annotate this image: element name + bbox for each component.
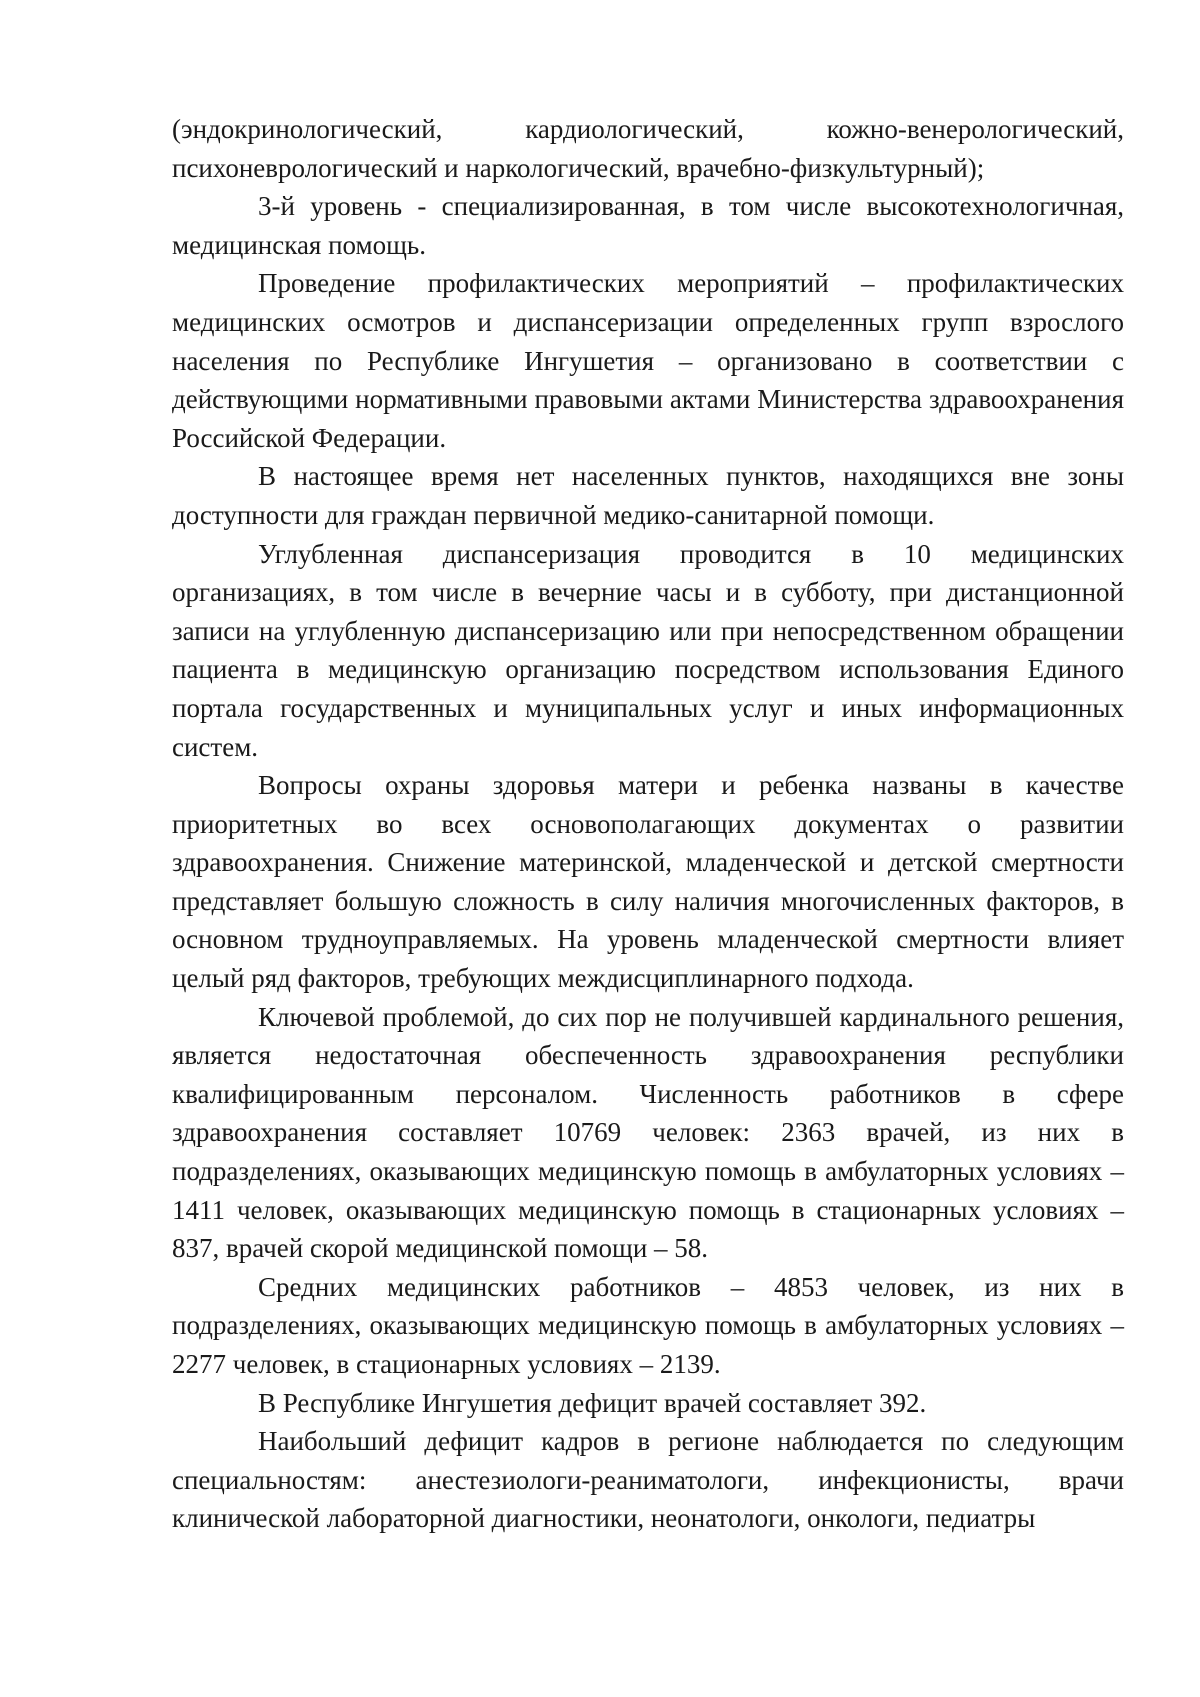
paragraph-prevention: Проведение профилактических мероприятий – профилактических медицинских осмотров и диспансеризации определенных групп взрослого населения по Республике Ингушетия – организовано в соответствии с действующими нормативными правовыми актами Министерства здравоохранения Российской Федерации. [172, 268, 1124, 453]
paragraph-level-3: 3-й уровень - специализированная, в том числе высокотехнологичная, медицинская помощь. [172, 191, 1124, 260]
paragraph-staffing: Ключевой проблемой, до сих пор не получившей кардинального решения, является недостаточная обеспеченность здравоохранения республики квалифицированным персоналом. Численность работников в сфере здравоохранения составляет 10769 человек: 2363 врачей, из них в подразделениях, оказывающих медицинскую помощь в амбулаторных условиях – 1411 человек, оказывающих медицинскую помощь в стационарных условиях – 837, врачей скорой медицинской помощи – 58. [172, 1001, 1124, 1264]
paragraph-deficit: В Республике Ингушетия дефицит врачей составляет 392. [258, 1387, 927, 1418]
document-page [172, 110, 1124, 1538]
paragraph-accessibility: В настоящее время нет населенных пунктов, находящихся вне зоны доступности для граждан первичной медико-санитарной помощи. [172, 461, 1124, 530]
paragraph-maternal-health: Вопросы охраны здоровья матери и ребенка названы в качестве приоритетных во всех основополагающих документах о развитии здравоохранения. Снижение материнской, младенческой и детской смертности представляет большую сложность в силу наличия многочисленных факторов, в основном трудноуправляемых. На уровень младенческой смертности влияет целый ряд факторов, требующих междисциплинарного подхода. [172, 770, 1124, 994]
paragraph-dispensary: Углубленная диспансеризация проводится в 10 медицинских организациях, в том числе в вечерние часы и в субботу, при дистанционной записи на углубленную диспансеризацию или при непосредственном обращении пациента в медицинскую организацию посредством использования Единого портала государственных и муниципальных услуг и иных информационных систем. [172, 538, 1124, 762]
paragraph-nurses: Средних медицинских работников – 4853 человек, из них в подразделениях, оказывающих медицинскую помощь в амбулаторных условиях – 2277 человек, в стационарных условиях – 2139. [172, 1271, 1124, 1379]
paragraph-specialties: Наибольший дефицит кадров в регионе наблюдается по следующим специальностям: анестезиологи-реаниматологи, инфекционисты, врачи клинической лабораторной диагностики, неонатологи, онкологи, педиатры [172, 1426, 1124, 1534]
paragraph-continuation: (эндокринологический, кардиологический, кожно-венерологический, психоневрологический и наркологический, врачебно-физкультурный); [172, 114, 1124, 183]
